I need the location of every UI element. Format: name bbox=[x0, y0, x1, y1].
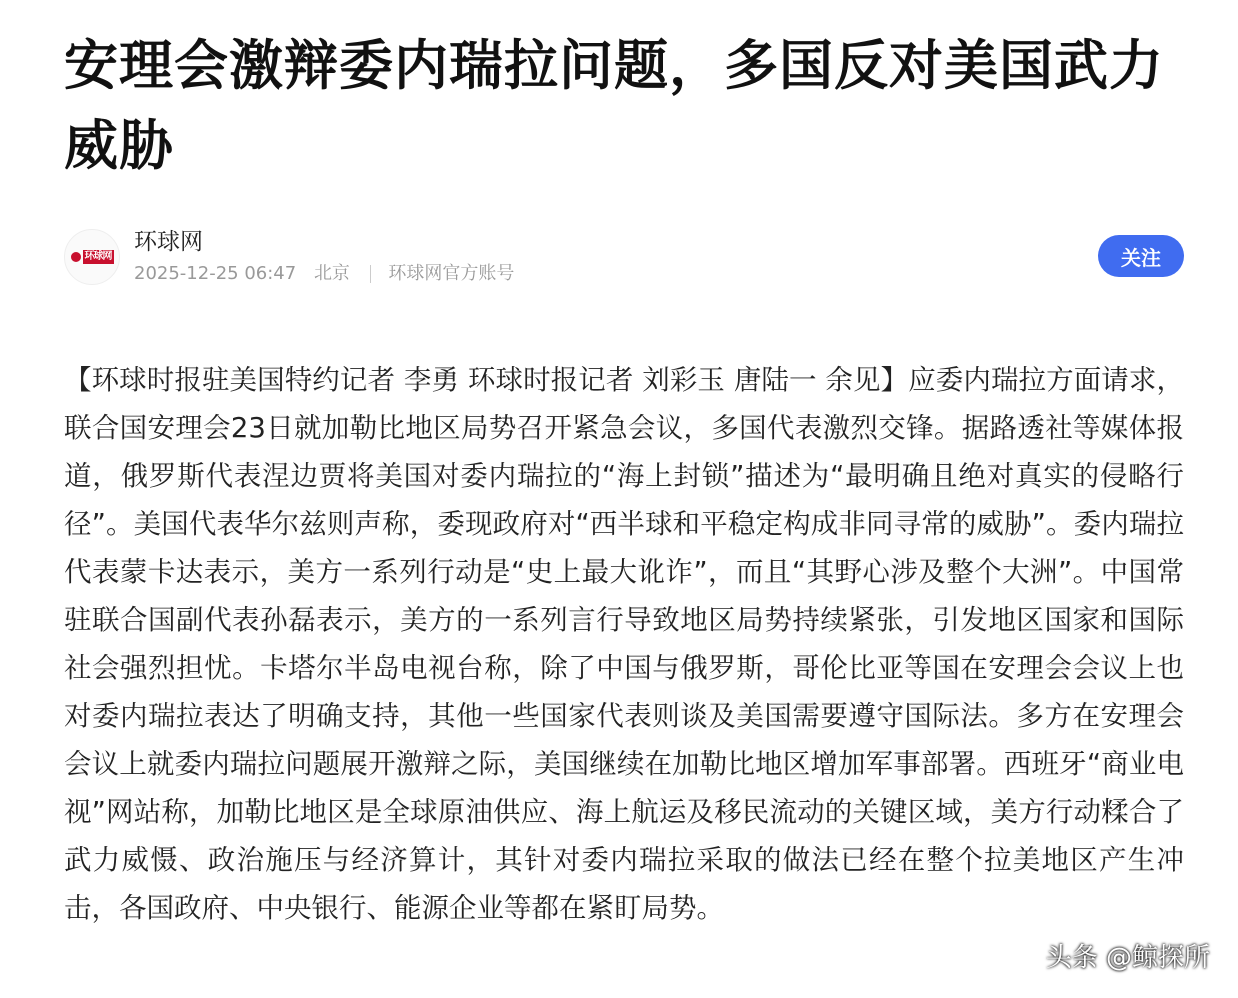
logo-icon bbox=[71, 252, 81, 262]
account-type: 环球网官方账号 bbox=[388, 263, 515, 284]
author-avatar[interactable] bbox=[64, 229, 120, 285]
author-name[interactable]: 环球网 bbox=[134, 229, 203, 255]
author-row bbox=[64, 225, 1184, 287]
publish-datetime: 2025-12-25 06:47 bbox=[134, 263, 297, 284]
article-meta bbox=[134, 261, 514, 287]
article-title: 安理会激辩委内瑞拉问题，多国反对美国武力威胁 bbox=[64, 34, 1164, 177]
article-body: 【环球时报驻美国特约记者 李勇 环球时报记者 刘彩玉 唐陆一 余见】应委内瑞拉方面请求，联合国安理会23日就加勒比地区局势召开紧急会议，多国代表激烈交锋。据路透社等媒体报道，俄罗斯代表涅边贾将美国对委内瑞拉的“海上封锁”描述为“最明确且绝对真实的侵略行径”。美国代表华尔兹则声称，委现政府对“西半球和平稳定构成非同寻常的威胁”。委内瑞拉代表蒙卡达表示，美方一系列行动是“史上最大讹诈”，而且“其野心涉及整个大洲”。中国常驻联合国副代表孙磊表示，美方的一系列言行导致地区局势持续紧张，引发地区国家和国际社会强烈担忧。卡塔尔半岛电视台称，除了中国与俄罗斯，哥伦比亚等国在安理会会议上也对委内瑞拉表达了明确支持，其他一些国家代表则谈及美国需要遵守国际法。多方在安理会会议上就委内瑞拉问题展开激辩之际，美国继续在加勒比地区增加军事部署。西班牙“商业电视”网站称，加勒比地区是全球原油供应、海上航运及移民流动的关键区域，美方行动糅合了武力威慑、政治施压与经济算计，其针对委内瑞拉采取的做法已经在整个拉美地区产生冲击，各国政府、中央银行、能源企业等都在紧盯局势。 bbox=[64, 364, 1184, 924]
follow-button[interactable]: 关注 bbox=[1098, 235, 1184, 277]
meta-divider bbox=[370, 265, 371, 283]
publish-location: 北京 bbox=[313, 263, 350, 284]
avatar-logo-text: 环球网 bbox=[84, 251, 112, 262]
watermark: 头条 @鲸探所 bbox=[1045, 943, 1210, 973]
